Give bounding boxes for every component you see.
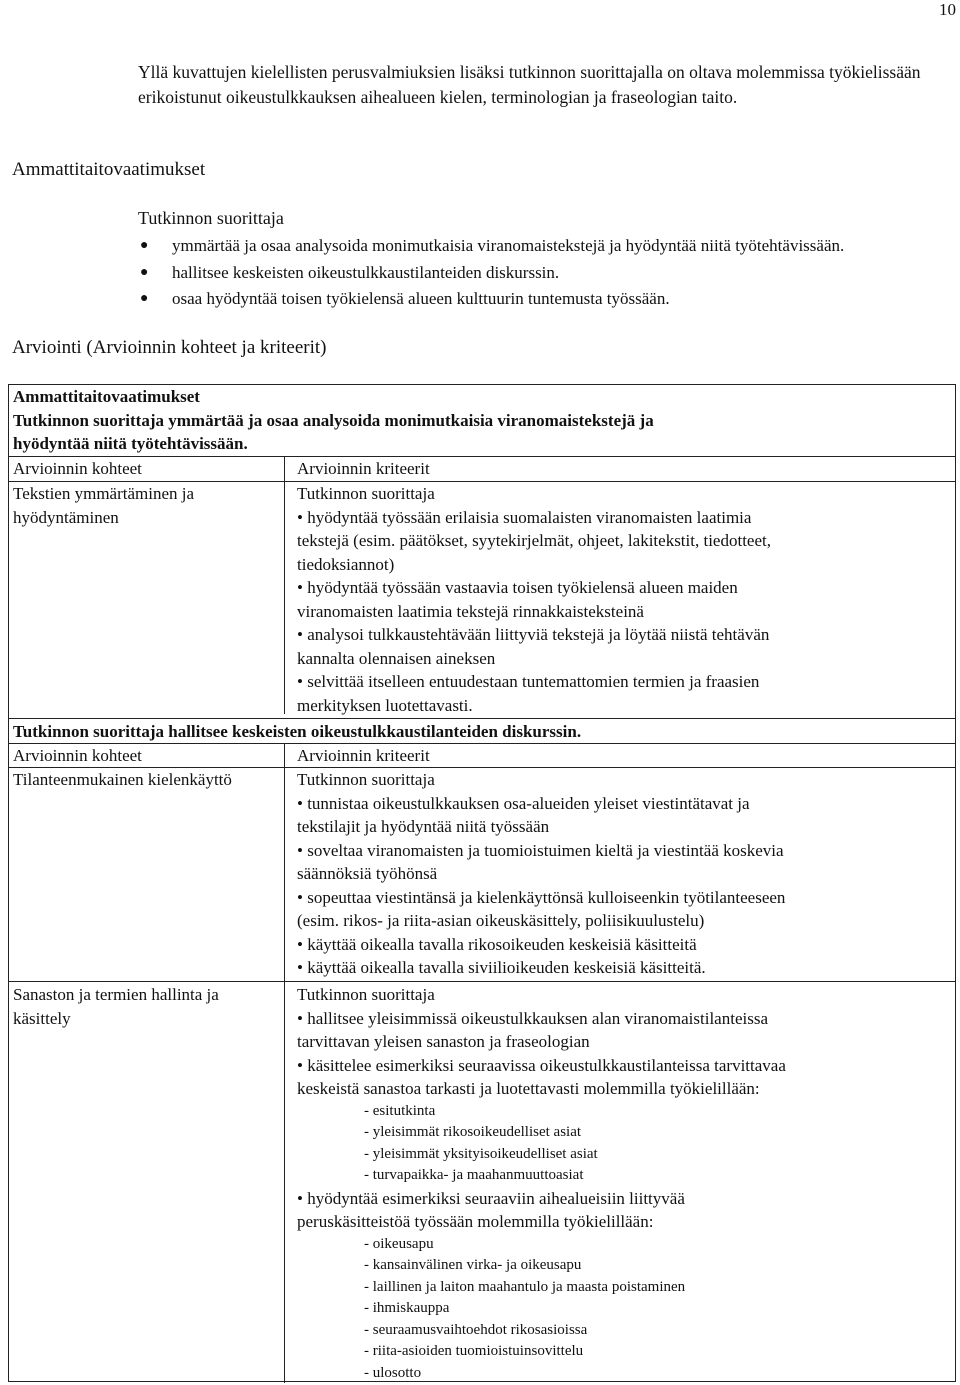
criteria-item: • hallitsee yleisimmissä oikeustulkkauksen alan viranomaistilanteissa (297, 1008, 768, 1028)
competence-item: ● ymmärtää ja osaa analysoida monimutkaisia viranomaistekstejä ja hyödyntää niitä työtehtävissään. (138, 233, 956, 260)
criteria-item: • käyttää oikealla tavalla rikosoikeuden keskeisiä käsitteitä (297, 934, 697, 954)
criteria-subject: Tutkinnon suorittaja (297, 985, 435, 1004)
criteria-item: • soveltaa viranomaisten ja tuomioistuimen kieltä ja viestintää koskevia (297, 840, 784, 860)
competence-block (138, 205, 956, 313)
divider (9, 981, 955, 982)
bullet-icon: • (297, 840, 308, 860)
criteria-subject: Tutkinnon suorittaja (297, 484, 435, 503)
criteria-item: • hyödyntää työssään vastaavia toisen työkielensä alueen maiden (297, 578, 738, 597)
bullet-icon: ● (140, 238, 149, 253)
bullet-icon: • (297, 1008, 308, 1028)
bullet-icon: • (297, 578, 308, 597)
col-header-kohteet: Arvioinnin kohteet (13, 746, 142, 765)
competence-item: ● hallitsee keskeisten oikeustulkkaustilanteiden diskurssin. (138, 260, 956, 287)
bullet-icon: ● (140, 291, 149, 306)
table-header: Ammattitaitovaatimukset (13, 387, 200, 406)
criteria-item: • käsittelee esimerkiksi seuraavissa oikeustulkkaustilanteissa tarvittavaa (297, 1055, 786, 1075)
section1-title-line1: Tutkinnon suorittaja ymmärtää ja osaa analysoida monimutkaisia viranomaistekstejä ja (13, 411, 654, 430)
bullet-icon: • (297, 1188, 308, 1208)
criteria-item: • analysoi tulkkaustehtävään liittyviä tekstejä ja löytää niistä tehtävän (297, 625, 770, 644)
competence-list (138, 233, 956, 313)
col-header-kriteerit: Arvioinnin kriteerit (297, 459, 430, 478)
criteria-cell: Tutkinnon suorittaja • hallitsee yleisimmissä oikeustulkkauksen alan viranomaistilanteissa tarvittavan yleisen sanaston ja fraseologian • käsittelee esimerkiksi seuraavissa oikeustulkkaustilanteissa tarvittavaa keskeistä sanastoa tarkasti ja luotettavasti molemmilla työkielillään: - esitutkinta - yleisimmät rikosoikeudelliset asiat - yleisimmät yksityisoikeudelliset asiat - turvapaikka- ja maahanmuuttoasiat • hyödyntää esimerkiksi seuraaviin aihealueisiin liittyvää peruskäsitteistöä työssään molemmilla työkielillään: - oikeusapu - kansainvälinen virka- ja oikeusapu - laillinen ja laiton maahantulo ja maasta poistaminen - ihmiskauppa - seuraamusvaihtoehdot rikosasioissa - riita-asioiden tuomioistuinsovittelu - ulosotto (297, 983, 897, 1384)
criteria-item: • hyödyntää työssään erilaisia suomalaisten viranomaisten laatimia (297, 507, 752, 527)
bullet-icon: • (297, 887, 308, 907)
sub-list-item: - esitutkinta (364, 1102, 436, 1119)
column-divider (284, 743, 285, 1383)
criteria-item: • tunnistaa oikeustulkkauksen osa-alueiden yleiset viestintätavat ja (297, 793, 750, 813)
bullet-icon: • (297, 934, 308, 954)
bullet-icon: ● (140, 264, 149, 280)
bullet-icon: • (297, 1055, 308, 1075)
bullet-icon: • (297, 625, 308, 644)
column-divider (284, 456, 285, 714)
sub-list-item: - seuraamusvaihtoehdot rikosasioissa (364, 1321, 588, 1338)
criteria-cell: Tutkinnon suorittaja • tunnistaa oikeustulkkauksen osa-alueiden yleiset viestintätavat ja tekstilajit ja hyödyntää niitä työssään • soveltaa viranomaisten ja tuomioistuimen kieltä ja viestintää koskevia säännöksiä työhönsä • sopeuttaa viestintänsä ja kielenkäyttönsä kulloiseenkin työtilanteeseen (esim. rikos- ja riita-asian oikeuskäsittely, poliisikuulustelu) • käyttää oikealla tavalla rikosoikeuden keskeisiä käsitteitä • käyttää oikealla tavalla siviilioikeuden keskeisiä käsitteitä. (297, 768, 897, 980)
sub-list-item: - riita-asioiden tuomioistuinsovittelu (364, 1343, 584, 1359)
sub-list-item: - ihmiskauppa (364, 1300, 450, 1316)
heading-ammattitaitovaatimukset: Ammattitaitovaatimukset (12, 159, 206, 180)
sub-list-item: - turvapaikka- ja maahanmuuttoasiat (364, 1167, 584, 1183)
bullet-icon: • (297, 507, 308, 527)
target-cell: Tekstien ymmärtäminen ja hyödyntäminen (13, 484, 195, 527)
heading-arviointi: Arviointi (Arvioinnin kohteet ja kriteerit) (12, 337, 327, 358)
col-header-kohteet: Arvioinnin kohteet (13, 459, 142, 478)
criteria-item: • selvittää itselleen entuudestaan tuntemattomien termien ja fraasien (297, 672, 760, 691)
target-cell: Sanaston ja termien hallinta ja käsittely (13, 985, 219, 1028)
criteria-item: • sopeuttaa viestintänsä ja kielenkäyttönsä kulloiseenkin työtilanteeseen (297, 887, 786, 907)
criteria-cell: Tutkinnon suorittaja • hyödyntää työssään erilaisia suomalaisten viranomaisten laatimia tekstejä (esim. päätökset, syytekirjelmät, ohjeet, lakitekstit, tiedotteet, tiedoksiannot) • hyödyntää työssään vastaavia toisen työkielensä alueen maiden viranomaisten laatimia tekstejä rinnakkaisteksteinä • analysoi tulkkaustehtävään liittyviä tekstejä ja löytää niistä tehtävän kannalta olennaisen aineksen • selvittää itselleen entuudestaan tuntemattomien termien ja fraasien merkityksen luotettavasti. (297, 482, 897, 717)
sub-list-item: - kansainvälinen virka- ja oikeusapu (364, 1257, 582, 1273)
target-cell: Tilanteenmukainen kielenkäyttö (13, 770, 232, 789)
col-header-kriteerit: Arvioinnin kriteerit (297, 746, 430, 765)
competence-item: ● osaa hyödyntää toisen työkielensä alueen kulttuurin tuntemusta työssään. (138, 286, 956, 313)
section2-title: Tutkinnon suorittaja hallitsee keskeisten oikeustulkkaustilanteiden diskurssin. (13, 722, 582, 741)
sub-list-item: - yleisimmät yksityisoikeudelliset asiat (364, 1145, 598, 1162)
bullet-icon: • (297, 958, 308, 977)
assessment-table (8, 384, 956, 1382)
intro-paragraph: Yllä kuvattujen kielellisten perusvalmiuksien lisäksi tutkinnon suorittajalla on oltava molemmissa työkielissään erikoistunut oikeustulkkauksen aihealueen kielen, terminologian ja fraseologian taito. (138, 62, 921, 107)
sub-list-item: - ulosotto (364, 1364, 422, 1381)
page-number: 10 (939, 0, 956, 19)
sub-list-item: - laillinen ja laiton maahantulo ja maasta poistaminen (364, 1278, 686, 1295)
criteria-item: • hyödyntää esimerkiksi seuraaviin aihealueisiin liittyvää (297, 1188, 685, 1208)
competence-title: Tutkinnon suorittaja (138, 208, 284, 228)
section1-title-line2: hyödyntää niitä työtehtävissään. (13, 434, 248, 453)
sub-list-item: - yleisimmät rikosoikeudelliset asiat (364, 1124, 582, 1140)
bullet-icon: • (297, 672, 308, 691)
criteria-item: • käyttää oikealla tavalla siviilioikeuden keskeisiä käsitteitä. (297, 958, 706, 977)
divider (9, 718, 955, 719)
criteria-subject: Tutkinnon suorittaja (297, 770, 435, 789)
sub-list-item: - oikeusapu (364, 1235, 434, 1252)
bullet-icon: • (297, 793, 308, 813)
